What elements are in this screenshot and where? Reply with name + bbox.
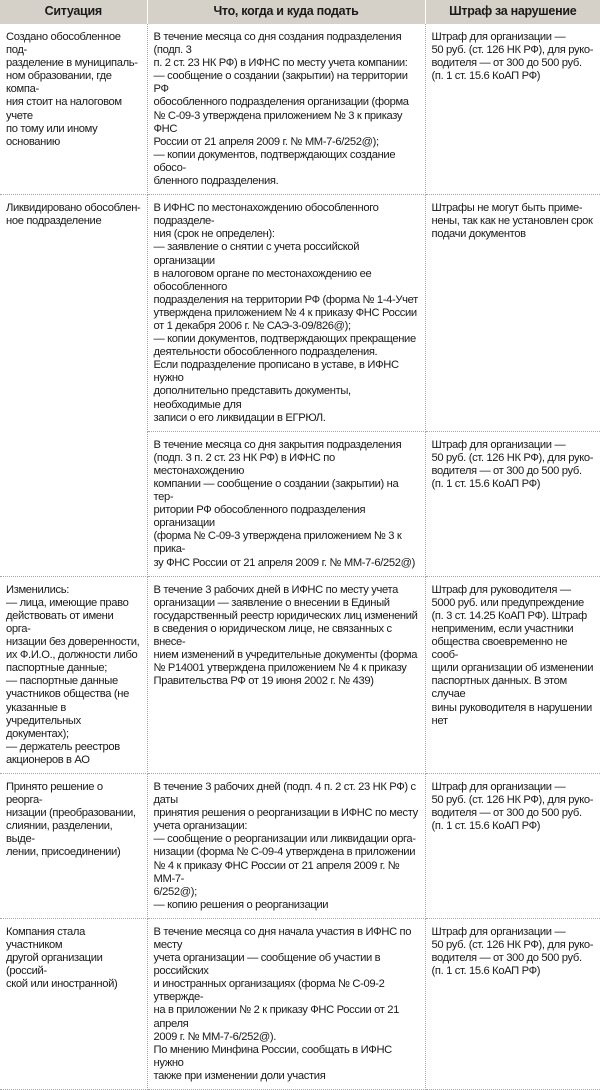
header-row bbox=[0, 0, 600, 24]
header-penalty: Штраф за нарушение bbox=[425, 0, 600, 24]
penalty-cell: Штрафы не могут быть приме- нены, так как не установлен срок подачи документов bbox=[425, 195, 600, 432]
header-situation: Ситуация bbox=[0, 0, 147, 24]
table-header bbox=[0, 0, 600, 24]
what-cell: В течение 3 рабочих дней в ИФНС по месту учета организации — заявление о внесении в Единый государственный реестр юридических лиц изменений в сведения о юридическом лице, не связанных с внесе- нием изменений в учредительные документы (форма № Р14001 утверждена приложением № 4 к приказу Правительства РФ от 19 июня 2002 г. № 439) bbox=[147, 576, 425, 773]
header-what-when-where: Что, когда и куда подать bbox=[147, 0, 425, 24]
penalty-cell: Штраф для организации — 50 руб. (ст. 126 НК РФ), для руко- водителя — от 300 до 500 руб. (п. 1 ст. 15.6 КоАП РФ) bbox=[425, 431, 600, 576]
situation-cell: Изменились: — лица, имеющие право действовать от имени орга- низации без доверенности, их Ф.И.О., должности либо паспортные данные; — паспортные данные участников общества (не указанные в учредительных документах); — держатель реестров акционеров в АО bbox=[0, 576, 147, 773]
table-row bbox=[0, 773, 600, 918]
penalty-cell: Штраф для руководителя — 5000 руб. или предупреждение (п. 3 ст. 14.25 КоАП РФ). Штраф неприменим, если участники общества своевременно не сооб- щили организации об изменении паспортных данных. В этом случае вины руководителя в нарушении нет bbox=[425, 576, 600, 773]
table-row bbox=[0, 24, 600, 195]
what-cell: В течение месяца со дня закрытия подразделения (подп. 3 п. 2 ст. 23 НК РФ) в ИФНС по местонахождению компании — сообщение о создании (закрытии) на тер- ритории РФ обособленного подразделения организации (форма № С-09-3 утверждена приложением № 3 к прика- зу ФНС России от 21 апреля 2009 г. № ММ-7-6/252@) bbox=[147, 431, 425, 576]
table-row bbox=[0, 195, 600, 432]
situation-cell: Принято решение о реорга- низации (преобразовании, слиянии, разделении, выде- лении, присоединении) bbox=[0, 773, 147, 918]
situation-cell: Компания стала участником другой организации (россий- ской или иностранной) bbox=[0, 918, 147, 1089]
situation-cell: Создано обособленное под- разделение в муниципаль- ном образовании, где компа- ния стоит на налоговом учете по тому или иному основанию bbox=[0, 24, 147, 195]
situation-cell: Ликвидировано обособлен- ное подразделение bbox=[0, 195, 147, 577]
what-cell: В ИФНС по местонахождению обособленного подразделе- ния (срок не определен): — заявление о снятии с учета российской организации в налоговом органе по местонахождению ее обособленного подразделения на территории РФ (форма № 1-4-Учет утверждена приложением № 4 к приказу ФНС России от 1 декабря 2006 г. № САЭ-3-09/826@); — копии документов, подтверждающих прекращение деятельности обособленного подразделения. Если подразделение прописано в уставе, в ИФНС нужно дополнительно представить документы, необходимые для записи о его ликвидации в ЕГРЮЛ. bbox=[147, 195, 425, 432]
table-row bbox=[0, 576, 600, 773]
penalty-cell: Штраф для организации — 50 руб. (ст. 126 НК РФ), для руко- водителя — от 300 до 500 руб. (п. 1 ст. 15.6 КоАП РФ) bbox=[425, 773, 600, 918]
table-row bbox=[0, 918, 600, 1089]
what-cell: В течение месяца со дня начала участия в ИФНС по месту учета организации — сообщение об участии в российских и иностранных организациях (форма № С-09-2 утвержде- на в приложении № 2 к приказу ФНС России от 21 апреля 2009 г. № ММ-7-6/252@). По мнению Минфина России, сообщать в ИФНС нужно также при изменении доли участия bbox=[147, 918, 425, 1089]
penalty-cell: Штраф для организации — 50 руб. (ст. 126 НК РФ), для руко- водителя — от 300 до 500 руб. (п. 1 ст. 15.6 КоАП РФ) bbox=[425, 24, 600, 195]
what-cell: В течение месяца со дня создания подразделения (подп. 3 п. 2 ст. 23 НК РФ) в ИФНС по месту учета компании: — сообщение о создании (закрытии) на территории РФ обособленного подразделения организации (форма № С-09-3 утверждена приложением № 3 к приказу ФНС России от 21 апреля 2009 г. № ММ-7-6/252@); — копии документов, подтверждающих создание обосо- бленного подразделения. bbox=[147, 24, 425, 195]
penalty-cell: Штраф для организации — 50 руб. (ст. 126 НК РФ), для руко- водителя — от 300 до 500 руб. (п. 1 ст. 15.6 КоАП РФ) bbox=[425, 918, 600, 1089]
what-cell: В течение 3 рабочих дней (подп. 4 п. 2 ст. 23 НК РФ) с даты принятия решения о реорганизации в ИФНС по месту учета организации: — сообщение о реорганизации или ликвидации орга- низации (форма № С-09-4 утверждена в приложении № 4 к приказу ФНС России от 21 апреля 2009 г. № ММ-7- 6/252@); — копию решения о реорганизации bbox=[147, 773, 425, 918]
